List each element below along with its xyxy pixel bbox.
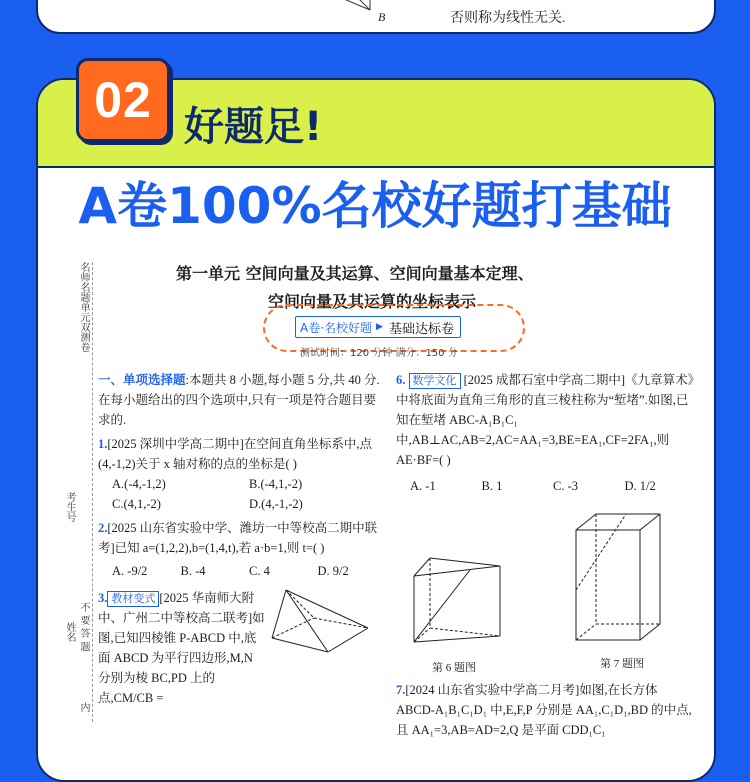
- side-strip: [62, 262, 93, 722]
- big-title: A卷100%名校好题打基础: [78, 177, 672, 235]
- q1-option-b: B.(-4,1,-2): [249, 477, 303, 491]
- unit-title-line-1: 第一单元 空间向量及其运算、空间向量基本定理、: [176, 264, 534, 283]
- q7-stem: [2024 山东省实验中学高二月考]如图,在长方体 ABCD-A₁B₁C₁D₁ 中,E,F,P 分别是 AA₁,C₁D₁,BD 的中点,且 AA₁=3,AB=AD=2,Q 是平面 CDD₁C₁: [396, 683, 692, 737]
- q1-option-c: C.(4,1,-2): [112, 497, 161, 511]
- exam-meta: 测试时间：120 分钟 满分：150 分: [300, 348, 458, 359]
- section-desc: :本题共 8 小题,每小题 5 分,共 40 分.在每小题给出的四个选项中,只有一项是符合题目要求的.: [98, 373, 380, 427]
- q1-options-2: [98, 494, 386, 514]
- q1-stem: [2025 深圳中学高二期中]在空间直角坐标系中,点(4,-1,2)关于 x 轴对称的点的坐标是( ): [98, 437, 372, 471]
- q6-option-a: A. -1: [410, 479, 436, 493]
- q2-option-d: D. 9/2: [317, 564, 349, 578]
- q6-option-b: B. 1: [481, 479, 503, 493]
- section-headline: 好题足!: [184, 104, 323, 150]
- exam-number-label: 考生号: [64, 492, 75, 522]
- name-label: 姓名: [64, 622, 75, 642]
- previous-card: [36, 0, 716, 34]
- right-column: [396, 370, 696, 740]
- series-label: 名师名题单元双测卷: [78, 262, 89, 352]
- paper-level: 基础达标卷: [388, 321, 454, 337]
- q6-stem: [2025 成都石室中学高二期中]《九章算术》中将底面为直角三角形的直三棱柱称为“堑堵”.如图,已知在堑堵 ABC-A₁B₁C₁ 中,AB⊥AC,AB=2,AC=AA₁=3,BE=EA₁,CF=2FA₁,则AE·BF=( ): [396, 373, 694, 467]
- figure-label: B: [378, 10, 386, 24]
- inside-label: 内: [78, 702, 89, 712]
- paper-category: A卷·名校好题: [300, 320, 373, 335]
- section-title: 一、单项选择题: [98, 373, 186, 387]
- q2-option-a: A. -9/2: [112, 564, 148, 578]
- figure-7: [546, 506, 696, 646]
- q7-number: 7.: [396, 683, 406, 697]
- q3-block: [98, 588, 386, 708]
- no-answer-label: 不 要 答 题: [78, 602, 89, 652]
- q3-stem: [2025 华南师大附中、广州二中等校高二联考]如图,已知四棱锥 P-ABCD 中,底面 ABCD 为平行四边形,M,N 分别为棱 BC,PD 上的点,CM/CB =: [98, 591, 265, 705]
- q2-options: [98, 558, 386, 584]
- paper-type-box: [295, 316, 461, 338]
- figure-6-caption: 第 6 题图: [432, 662, 476, 674]
- q6-tag: 数学文化: [409, 373, 461, 389]
- pyramid-figure: [268, 588, 378, 658]
- q6-number: 6.: [396, 373, 406, 387]
- q2-number: 2.: [98, 521, 108, 535]
- q2-option-c: C. 4: [249, 564, 270, 578]
- q1-option-d: D.(4,-1,-2): [249, 497, 303, 511]
- q2-option-b: B. -4: [180, 564, 206, 578]
- q1-options: [98, 474, 386, 494]
- left-column: [98, 370, 386, 708]
- cuboid-figure: [566, 510, 686, 650]
- q2-stem: [2025 山东省实验中学、潍坊一中等校高二期中联考]已知 a=(1,2,2),b=(1,4,t),若 a·b=1,则 t=( ): [98, 521, 378, 555]
- prism-figure: [410, 546, 520, 656]
- figure-7-caption: 第 7 题图: [600, 658, 644, 670]
- figure-6: [396, 506, 546, 674]
- previous-text: 否则称为线性无关.: [450, 11, 566, 26]
- q3-number: 3.: [98, 591, 108, 605]
- q3-tag: 教材变式: [107, 591, 159, 607]
- triangle-icon: ▶: [376, 322, 383, 332]
- unit-title-line-2: 空间向量及其运算的坐标表示: [268, 292, 477, 311]
- q6-option-d: D. 1/2: [624, 479, 656, 493]
- q6-option-c: C. -3: [553, 479, 578, 493]
- q6-options: [396, 476, 696, 496]
- q1-number: 1.: [98, 437, 108, 451]
- q1-option-a: A.(-4,-1,2): [112, 477, 166, 491]
- pyramid-figure-partial: [308, 0, 388, 20]
- section-number-badge: 02: [76, 58, 170, 142]
